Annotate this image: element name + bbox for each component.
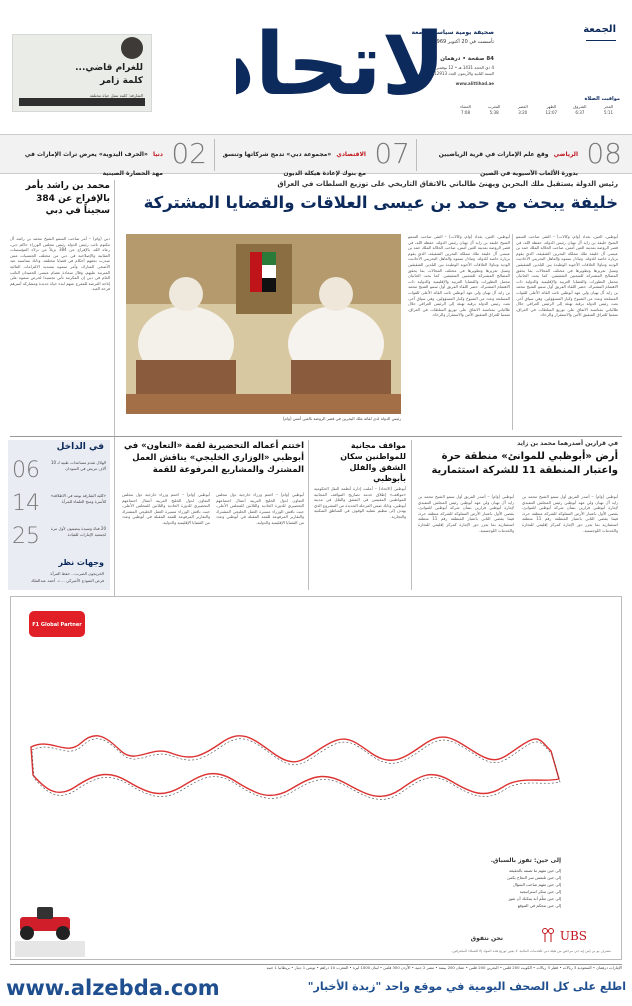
inside-item-1[interactable] xyxy=(12,458,106,490)
prayer-times xyxy=(452,96,622,120)
side-lead-headline[interactable]: محمد بن راشد يأمر بالإفراج عن 384 سجيناً في دبي xyxy=(25,181,110,216)
prayer-asr: العصر 3:20 xyxy=(517,104,528,115)
top-ad[interactable] xyxy=(12,34,152,112)
logo-svg xyxy=(236,14,450,106)
lead-body-col-2: أبوظبي، العين، بغداد (وام، وكالات) – التقى صاحب السمو الشيخ خليفة بن زايد آل نهيان رئيس الدولة، حفظه الله، في قصر الروضة بمدينة العين أمس، صاحب الجلالة الملك حمد بن عيسى آل خليفة ملك مملكة البحرين الشقيقة، الذي يقوم بزيارة خاصة للدولة. وتبادل سموه والعاهل البحريني الأحاديث الودية وتناولا العلاقات الأخوية الوطيدة بين البلدين الشقيقين وسبل تعزيزها وتطويرها في مختلف المجالات بما يحقق المصالح المشتركة للشعبين الشقيقين. كما بحث الجانبان مجمل التطورات والقضايا العربية والإقليمية والدولية ذات الاهتمام المشترك. حضر اللقاء الفريق أول سمو الشيخ محمد بن زايد آل نهيان ولي عهد أبوظبي نائب القائد الأعلى للقوات المسلحة وعدد من الشيوخ وكبار المسؤولين. وفي سياق آخر، بعث رئيس الدولة برقية تهنئة إلى الرئيس العراقي جلال طالباني بمناسبة الاتفاق على توزيع السلطات في العراق، متمنيا للعراق الشقيق الأمن والاستقرار والرخاء. xyxy=(408,234,510,318)
inside-item-2-number: 14 xyxy=(12,491,40,516)
ad-tagline-line-5: إلى حين تعلّم أنه يمكنك أن تفوز xyxy=(508,896,561,901)
teaser-3-section: دنيا xyxy=(152,151,163,158)
inside-box xyxy=(8,440,110,590)
article-2-body-col-1: أبوظبي (وام) – اختتم وزراء خارجية دول مجلس التعاون لدول الخليج العربية أعمال اجتماعهم التحضيري للدورة الحادية والثلاثين للمجلس الأعلى، حيث ناقش الوزراء مسيرة العمل الخليجي المشترك والتقارير المرفوعة للقمة المقبلة في أبوظبي وعدد من القضايا الإقليمية والدولية. xyxy=(216,492,304,525)
ad-tagline-line-6: إلى حين تتحكم في الموقع xyxy=(517,903,561,908)
lead-photo xyxy=(126,234,401,414)
mid-lead-headline[interactable]: أرض «أبوظبي للموانئ» منطقة حرة واعتبار المنطقة 11 للشركة استثمارية xyxy=(431,451,618,476)
race-car-art xyxy=(15,897,85,957)
teaser-3-number: 02 xyxy=(171,137,207,170)
logo-text: لاتحا xyxy=(255,15,446,106)
ad-line-2: كلمة زامر xyxy=(100,76,143,86)
prayer-isha: العشاء 7:08 xyxy=(460,104,471,115)
teaser-1[interactable] xyxy=(422,137,622,177)
opinion-title: وجهات نظر xyxy=(58,558,104,567)
inside-item-1-number: 06 xyxy=(12,458,40,483)
lead-headline[interactable]: خليفة يبحث مع حمد بن عيسى العلاقات والقضايا المشتركة xyxy=(143,193,618,212)
mid-lead-kicker: في قرارين أصدرهما محمد بن زايد xyxy=(517,440,618,447)
teaser-2[interactable] xyxy=(215,137,410,177)
lead-kicker: رئيس الدولة يستقبل ملك البحرين ويهنئ طالباني بالاتفاق التاريخي على توزيع السلطات في العراق xyxy=(277,180,618,188)
volume: السنة الثانية والأربعون العدد 12913 xyxy=(434,71,494,76)
watermark-strip[interactable] xyxy=(0,972,632,1006)
newspaper-logo xyxy=(236,14,450,106)
founded: تأسست في 20 أكتوبر 1969 xyxy=(433,39,494,45)
ad-tagline-line-1: إلى حين تفهم ما تصفه بالحقيقة xyxy=(508,868,561,873)
article-1-headline[interactable]: مواقف مجانية للمواطنين سكان الشقق والفلل بأبوظبي xyxy=(340,441,406,483)
mid-lead-body-col-1: أبوظبي (وام) – أصدر الفريق أول سمو الشيخ محمد بن زايد آل نهيان ولي عهد أبوظبي رئيس المجلس التنفيذي لإمارة أبوظبي قرارين بشأن شركة أبوظبي للموانئ، يقضي الأول باعتبار الأرض المملوكة للشركة منطقة حرة، فيما يقضي الثاني باعتبار المنطقة رقم 11 منطقة استثمارية بما يعزز دور الإمارة كمركز إقليمي للتجارة والخدمات اللوجستية. xyxy=(522,494,618,533)
ad-closing: نحن نتفوق xyxy=(470,935,503,942)
f1-logo xyxy=(29,611,85,637)
watermark-url[interactable]: www.alzebda.com xyxy=(6,976,220,1000)
inside-item-1-text: الهلال تقدم مساعدات طبية لـ 10 آلاف مريض في السودان xyxy=(50,460,106,471)
lead-body-col-1: أبوظبي، العين، بغداد (وام، وكالات) – التقى صاحب السمو الشيخ خليفة بن زايد آل نهيان رئيس الدولة، حفظه الله، في قصر الروضة بمدينة العين أمس، صاحب الجلالة الملك حمد بن عيسى آل خليفة ملك مملكة البحرين الشقيقة، الذي يقوم بزيارة خاصة للدولة. وتبادل سموه والعاهل البحريني الأحاديث الودية وتناولا العلاقات الأخوية الوطيدة بين البلدين الشقيقين وسبل تعزيزها وتطويرها في مختلف المجالات بما يحقق المصالح المشتركة للشعبين الشقيقين. كما بحث الجانبان مجمل التطورات والقضايا العربية والإقليمية والدولية ذات الاهتمام المشترك. حضر اللقاء الفريق أول سمو الشيخ محمد بن زايد آل نهيان ولي عهد أبوظبي نائب القائد الأعلى للقوات المسلحة وعدد من الشيوخ وكبار المسؤولين. وفي سياق آخر، بعث رئيس الدولة برقية تهنئة إلى الرئيس العراقي جلال طالباني بمناسبة الاتفاق على توزيع السلطات في العراق، متمنيا للعراق الشقيق الأمن والاستقرار والرخاء. xyxy=(516,234,618,318)
article-2-body-col-2: أبوظبي (وام) – اختتم وزراء خارجية دول مجلس التعاون لدول الخليج العربية أعمال اجتماعهم التحضيري للدورة الحادية والثلاثين للمجلس الأعلى، حيث ناقش الوزراء مسيرة العمل الخليجي المشترك والتقارير المرفوعة للقمة المقبلة في أبوظبي وعدد من القضايا الإقليمية والدولية. xyxy=(122,492,210,525)
teaser-2-section: الاقتصادي xyxy=(336,151,366,158)
teaser-3[interactable] xyxy=(7,137,207,177)
race-track-art xyxy=(11,717,622,817)
ad-logo-strip xyxy=(19,98,145,106)
prayer-shuruq: الشروق 6:37 xyxy=(573,104,587,115)
lead-photo-art xyxy=(126,234,401,414)
teaser-3-text: «الحرف اليدوية» يعرض تراث الإمارات في مهد الحضارة الصينية xyxy=(24,151,163,177)
inside-item-3-number: 25 xyxy=(12,524,40,549)
ad-tagline-line-4: إلى حين تبتكر استراتيجية xyxy=(519,889,561,894)
f1-brand: F1 Global Partner xyxy=(32,622,82,628)
ubs-logo-text: UBS xyxy=(559,929,587,943)
tagline: صحيفة يومية سياسية جامعة xyxy=(411,29,494,36)
ad-caption: الشارقة: كلمة تمثل حياة مختلفة xyxy=(89,93,143,98)
teaser-1-number: 08 xyxy=(586,137,622,170)
teaser-2-number: 07 xyxy=(374,137,410,170)
watermark-slogan: اطلع على كل الصحف اليومية في موقع واحد "زبدة الأخبار" xyxy=(307,980,626,993)
prayer-maghrib: المغرب 5:38 xyxy=(487,104,501,115)
opinion-item-2[interactable]: فرض النموذج الأميركي ... د. أحمد عبدالملك xyxy=(31,578,104,583)
day-label: الجمعة xyxy=(583,24,616,35)
price-bar: الإمارات درهمان • السعودية 3 ريالات • قطر 3 ريالات • الكويت 200 فلس • البحرين 200 فلس • عمان 200 بيسة • مصر 2 جنيه • الأردن 300 فلس • لبنان 1000 ليرة • المغرب 10 دراهم • تونس 1 دينار • بريطانيا 1 جنيه xyxy=(10,964,622,972)
inside-item-3-text: 20 فتاة وسيدة ينضمون لأول مرة لجمعية الإمارات للقيادة xyxy=(50,526,106,537)
opinion-item-1[interactable]: الخريجون الصرب... حفظ المرأة xyxy=(50,571,104,576)
lead-photo-caption: رئيس الدولة لدى لقائه ملك البحرين في قصر الروضة بالعين أمس (وام) xyxy=(282,416,401,421)
ubs-ad[interactable] xyxy=(10,596,622,960)
teaser-bar xyxy=(0,134,632,177)
ad-line-1: للغرام قاضي... xyxy=(75,63,143,73)
inside-item-2-text: «كلية الشارقة يومه في الاطلاقة» للأسرة ومنح العلماء للمرأة xyxy=(50,493,106,504)
prayer-dhuhr: الظهر 12:07 xyxy=(545,104,558,115)
teaser-2-text: «مجموعة دبي» تدمج شركاتها وتنسق مع بنوك لإعادة هيكلة الديون xyxy=(222,151,366,177)
teaser-1-text: وقع علم الإمارات في قرية الرياضيين بدورة الألعاب الآسيوية في الصين xyxy=(438,151,578,177)
prayer-row xyxy=(452,104,622,115)
prayer-title: مواقيت الصلاة xyxy=(584,96,620,102)
inside-item-2[interactable] xyxy=(12,491,106,523)
page-count: 84 صفحة • درهمان xyxy=(440,56,494,62)
ad-tagline-title: إلى حين: تفوز بالسباق. xyxy=(490,857,561,864)
article-1-body: أبوظبي (الاتحاد) – أعلنت إدارة أنظمة النقل الحكومية «مواقف» إطلاق خدمة تصاريح المواقف المجانية للمواطنين المقيمين في الشقق والفلل في مدينة أبوظبي، وذلك ضمن المرحلة الجديدة من المشروع الذي يهدف إلى تنظيم عملية الوقوف في المناطق السكنية والتجارية. xyxy=(314,486,406,519)
teaser-1-section: الرياضي xyxy=(553,151,578,158)
inside-item-3[interactable] xyxy=(12,524,106,556)
mid-lead-body-col-2: أبوظبي (وام) – أصدر الفريق أول سمو الشيخ محمد بن زايد آل نهيان ولي عهد أبوظبي رئيس المجلس التنفيذي لإمارة أبوظبي قرارين بشأن شركة أبوظبي للموانئ، يقضي الأول باعتبار الأرض المملوكة للشركة منطقة حرة، فيما يقضي الثاني باعتبار المنطقة رقم 11 منطقة استثمارية بما يعزز دور الإمارة كمركز إقليمي للتجارة والخدمات اللوجستية. xyxy=(418,494,514,533)
hijri-date: 4 ذي الحجة 1431 هـ • 12 نوفمبر 2010م xyxy=(422,65,494,70)
article-2-headline[interactable]: اختتم أعماله التحضيرية لقمة «التعاون» في أبوظبي «الوزاري الخليجي» يناقش العمل المشترك والمشاريع المرفوعة للقمة xyxy=(124,441,304,475)
ad-portrait xyxy=(121,37,143,59)
ubs-keys-icon xyxy=(541,927,555,943)
ad-tagline-line-3: إلى حين تفهم صاحب السؤال xyxy=(512,882,561,887)
prayer-fajr: الفجر 5:11 xyxy=(603,104,614,115)
website: www.alittihad.ae xyxy=(455,81,494,86)
ad-fine-print: مصرف يو بي إس إيه جي مرخص من هيئة دبي للخدمات المالية. لا يجوز توزيع هذه المواد إلا للعملاء المحترفين. xyxy=(451,949,611,953)
ad-tagline-line-2: إلى حين تلتمس سر النجاح يكمن xyxy=(507,875,561,880)
inside-box-title: في الداخل xyxy=(56,442,104,452)
side-lead-body: دبي (وام) – أمر صاحب السمو الشيخ محمد بن راشد آل مكتوم نائب رئيس الدولة رئيس مجلس الوزراء حاكم دبي، رعاه الله، بالإفراج عن 384 نزيلاً من نزلاء المؤسسات العقابية والإصلاحية في دبي من مختلف الجنسيات ممن صدرت بحقهم أحكام في قضايا مختلفة، وذلك بمناسبة عيد الأضحى المبارك، وأمر سموه بتسديد الالتزامات المالية المترتبة عليهم، وقال سعادة عصام عيسى الحميدان النائب العام في دبي إن المكرمة تأتي تجسيدا لحرص سموه على إتاحة الفرصة للمفرج عنهم لبدء حياة جديدة ومشاركة أسرهم فرحة العيد. xyxy=(10,236,110,292)
